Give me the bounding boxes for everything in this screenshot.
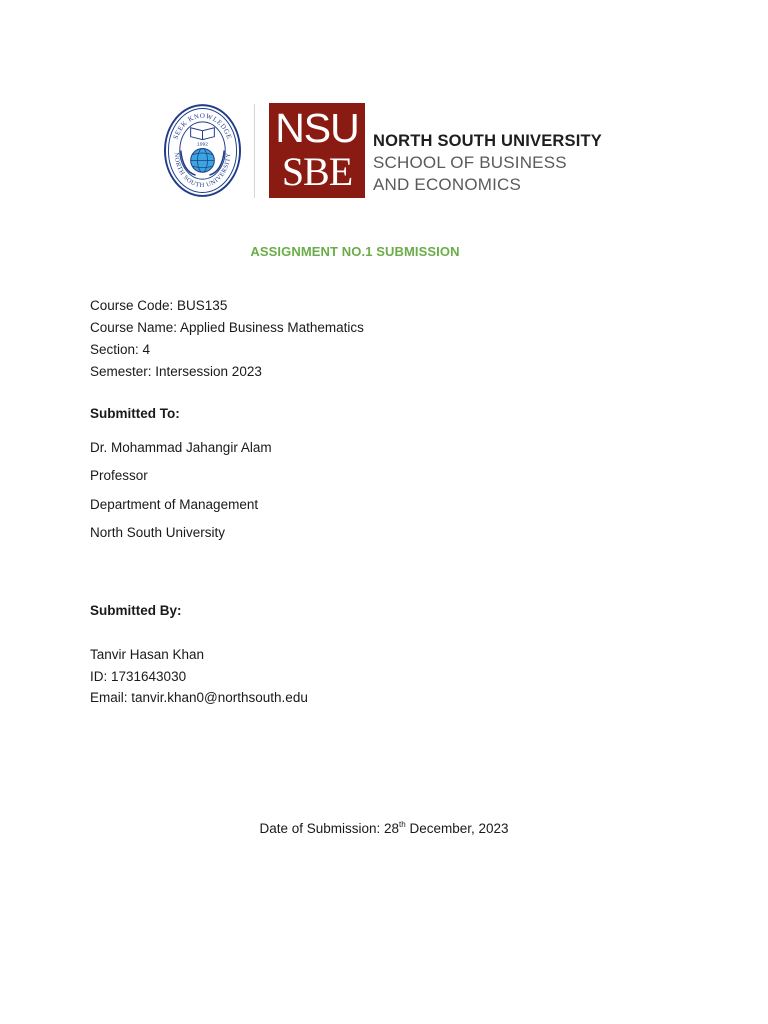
svg-text:NORTH SOUTH UNIVERSITY: NORTH SOUTH UNIVERSITY	[172, 152, 233, 190]
student-name: Tanvir Hasan Khan	[90, 647, 205, 662]
brand-line-university: NORTH SOUTH UNIVERSITY	[373, 132, 602, 150]
svg-text:1992: 1992	[197, 142, 208, 148]
date-ordinal-suffix: th	[399, 820, 406, 829]
recipient-department: Department of Management	[90, 497, 259, 512]
brand-line-economics: AND ECONOMICS	[373, 175, 522, 194]
student-email: Email: tanvir.khan0@northsouth.edu	[90, 690, 308, 705]
recipient-position: Professor	[90, 468, 148, 483]
recipient-name: Dr. Mohammad Jahangir Alam	[90, 440, 272, 455]
student-id: ID: 1731643030	[90, 669, 187, 684]
recipient-institution: North South University	[90, 525, 226, 540]
submitted-by-heading: Submitted By:	[90, 603, 182, 618]
svg-text:SEEK KNOWLEDGE: SEEK KNOWLEDGE	[172, 112, 233, 141]
logo-nsu-text: NSU	[275, 105, 359, 151]
brand-line-school: SCHOOL OF BUSINESS	[373, 153, 567, 172]
submitted-to-heading: Submitted To:	[90, 406, 180, 421]
section: Section: 4	[90, 342, 151, 357]
date-prefix: Date of Submission: 28	[259, 821, 400, 836]
semester: Semester: Intersession 2023	[90, 364, 262, 379]
course-code: Course Code: BUS135	[90, 298, 228, 313]
school-name	[373, 131, 602, 196]
logo-sbe-text: SBE	[281, 149, 353, 194]
date-rest: December, 2023	[405, 821, 509, 836]
university-seal-logo	[163, 102, 242, 199]
logo-divider	[254, 104, 255, 198]
course-name: Course Name: Applied Business Mathematics	[90, 320, 364, 335]
submission-date	[0, 820, 768, 836]
document-title: ASSIGNMENT NO.1 SUBMISSION	[250, 244, 460, 259]
nsu-sbe-logo	[269, 103, 365, 198]
